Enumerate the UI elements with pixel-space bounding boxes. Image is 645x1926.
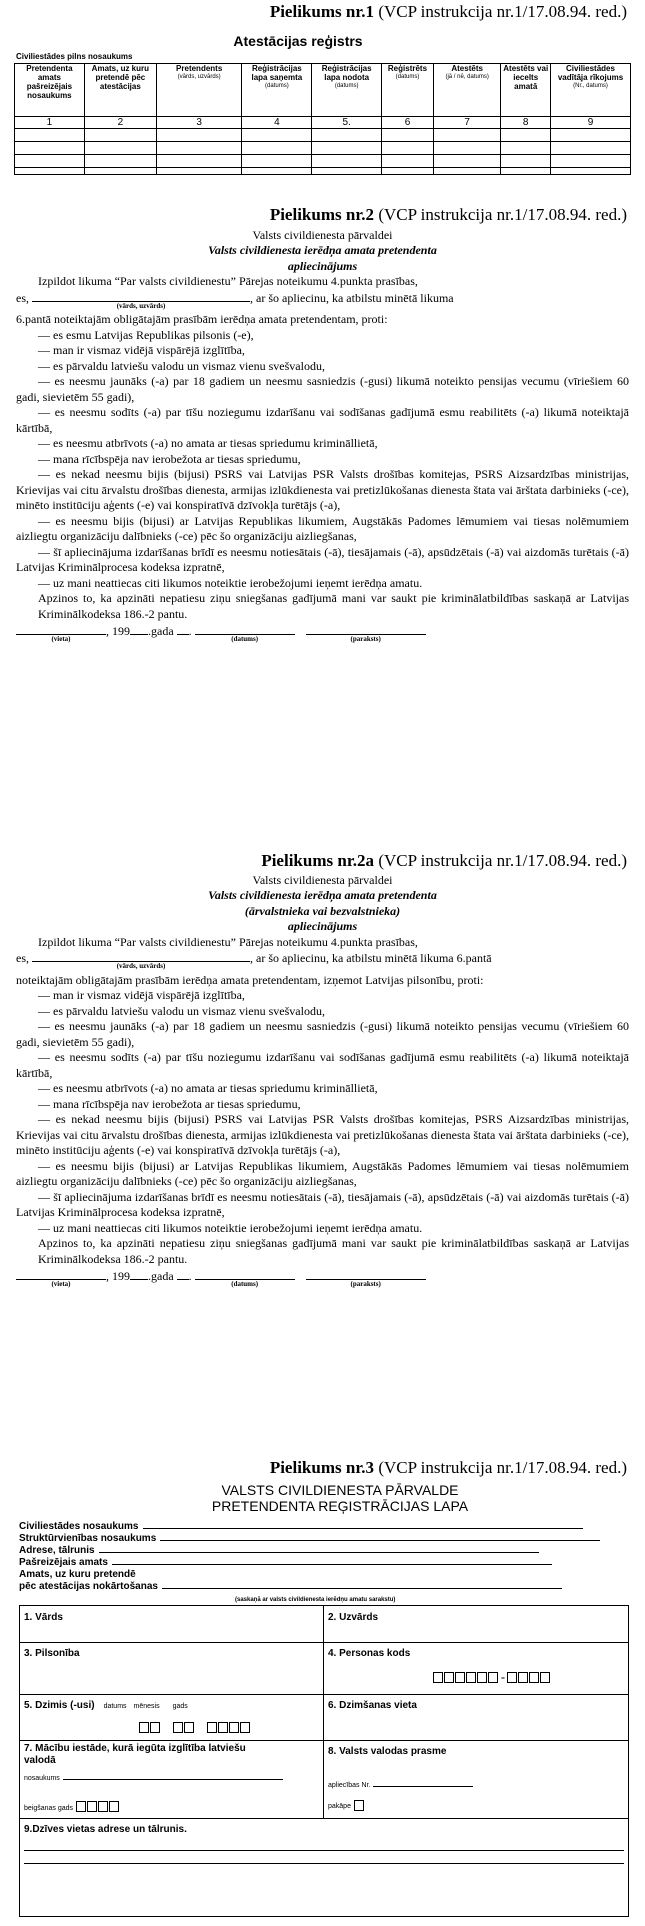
requirement-item: — es neesmu sodīts (-a) par tīšu noziegumu izdarīšanu vai sodīšanas gadījumā esmu reabilitēts (-a) likumā noteiktajā kārtībā, [16,405,629,435]
box[interactable] [184,1722,194,1733]
table-cell[interactable] [15,129,85,142]
annex-2-instruction: (VCP instrukcija nr.1/17.08.94. red.) [378,205,627,224]
graduation-line [24,1799,319,1817]
header-field-row [19,1555,629,1567]
agree-caption: (saskaņā ar valsts civildienesta ierēdņu amatu sarakstu) [235,1597,396,1603]
annex-2a [0,851,645,1288]
table-cell[interactable] [156,168,242,175]
table-cell[interactable] [312,168,382,175]
table-cell[interactable] [242,129,312,142]
last-name-cell[interactable] [324,1606,628,1642]
last-name-label: 2. Uzvārds [328,1612,379,1623]
table-cell[interactable] [156,129,242,142]
table-header-row [15,64,631,117]
column-header-label: Atestēts vai iecelts amatā [503,64,549,91]
annex-2a-signature-line [16,1268,629,1288]
table-cell[interactable] [84,155,156,168]
box[interactable] [76,1801,86,1812]
name-field[interactable] [32,290,250,310]
annex-2-requirements [16,328,629,592]
column-number: 4 [242,117,312,129]
grid-row-2 [20,1642,628,1695]
year-field[interactable] [130,1268,148,1280]
birth-place-label: 6. Dzimšanas vieta [328,1700,417,1711]
box[interactable] [87,1801,97,1812]
birth-year-caption: gads [172,1703,188,1710]
school-name-line [24,1769,319,1787]
column-number: 5. [312,117,382,129]
annex-2-org: Valsts civildienesta pārvaldei [252,227,393,242]
column-header [550,64,630,117]
requirement-item: — mana rīcībspēja nav ierobežota ar tiesas spriedumu, [38,451,301,466]
annex-3-heading [150,1482,530,1514]
header-field-row [19,1543,629,1555]
box[interactable] [477,1672,487,1683]
annex-2-doc-title: apliecinājums [287,258,358,273]
box[interactable] [240,1722,250,1733]
annex-2-subtitle: Valsts civildienesta ierēdņa amata pretendenta [208,243,437,257]
table-cell[interactable] [156,142,242,155]
date-field[interactable] [195,1268,295,1288]
annex-2a-instruction: (VCP instrukcija nr.1/17.08.94. red.) [378,851,627,870]
column-header [242,64,312,117]
institution-label: Civiliestādes pilns nosaukums [16,52,133,61]
requirement-item: — es neesmu jaunāks (-a) par 18 gadiem un neesmu sasniedzis (-gusi) likumā noteikto pensijas vecumu (vīriešiem 60 gadi, sievietēm 55 gadi), [16,1019,629,1049]
date-caption: (datums) [231,1280,259,1288]
header-field-input[interactable] [160,1531,600,1541]
annex-2-line3: 6.pantā noteiktajām obligātajām prasībām ierēdņa amata pretendentam, proti: [16,312,388,326]
column-number: 9 [550,117,630,129]
header-field-input[interactable] [99,1543,539,1553]
annex-3-heading-1: VALSTS CIVILDIENESTA PĀRVALDE [221,1482,459,1498]
language-cell [324,1740,628,1818]
citizenship-label: 3. Pilsonība [24,1648,80,1659]
column-header [15,64,85,117]
box[interactable] [207,1722,217,1733]
header-field-label: Adrese, tālrunis [19,1545,95,1556]
address-line-2 [24,1863,624,1864]
requirement-item: — šī apliecinājuma izdarīšanas brīdī es neesmu notiesātais (-ā), tiesājamais (-ā), apsūdzētais (-ā) vai aizdomās turētais (-ā) Latvijas Kriminālprocesa kodeksa izpratnē, [16,1189,629,1219]
requirement-item: — es esmu Latvijas Republikas pilsonis (-e), [38,327,254,342]
annex-3 [0,1458,645,1514]
column-header-caption: (datums) [334,83,359,89]
table-row [15,142,631,155]
requirement-item: — es neesmu bijis (bijusi) ar Latvijas Republikas likumiem, Augstākās Padomes lēmumiem vai tiesas nolēmumiem aizliegtu organizāciju dalībnieks (-ce) pēc šo organizāciju aizliegšanas, [16,513,629,543]
signature-caption: (paraksts) [350,635,381,643]
header-field-input[interactable] [143,1519,583,1529]
column-header-caption: (jā / nē, datums) [445,74,489,80]
registration-grid [19,1605,629,1917]
column-header [382,64,434,117]
annex-2a-doc-title: apliecinājums [287,919,358,933]
place-field[interactable] [16,1268,106,1288]
header-field-row [19,1531,629,1543]
header-field-input[interactable] [162,1579,562,1589]
annex-3-header-fields [19,1519,629,1591]
header-field-label: Amats, uz kuru pretendē [19,1569,136,1580]
column-header [501,64,551,117]
annex-2-name-line [16,290,629,310]
table-number-row [15,117,631,129]
personal-code-boxes[interactable] [433,1670,624,1686]
signature-caption: (paraksts) [350,1280,381,1288]
table-cell[interactable] [382,129,434,142]
column-header-caption: (datums) [265,83,289,89]
address-line-1 [24,1850,624,1851]
grid-row-5 [20,1818,628,1918]
table-cell[interactable] [15,155,85,168]
birth-place-cell[interactable] [324,1694,628,1740]
annex-2-title [0,207,645,223]
birth-month-caption: mēnesis [133,1703,160,1710]
requirement-item: — mana rīcībspēja nav ierobežota ar tiesas spriedumu, [38,1096,301,1111]
header-field-label: Struktūrvienības nosaukums [19,1533,157,1544]
column-number: 8 [501,117,551,129]
grid-row-3 [20,1694,628,1741]
table-cell[interactable] [433,155,501,168]
box[interactable] [173,1722,183,1733]
attestation-register-table [14,63,631,175]
column-header-label: Reģistrācijas lapa nodota [321,64,372,82]
code-separator: - [501,1670,505,1684]
annex-2a-intro: Izpildot likuma “Par valsts civildienestu” Pārejas noteikumu 4.punkta prasības, [38,934,418,949]
table-cell[interactable] [156,155,242,168]
annex-2-closing: Apzinos to, ka apzināti nepatiesu ziņu sniegšanas gadījumā mani var saukt pie kriminālatbildības saskaņā ar Latvijas Kriminālkodeksa 186.-2 pantu. [38,591,629,621]
requirement-item: — šī apliecinājuma izdarīšanas brīdī es neesmu notiesātais (-ā), tiesājamais (-ā), apsūdzētais (-ā) vai aizdomās turētais (-ā) Latvijas Kriminālprocesa kodeksa izpratnē, [16,544,629,574]
name-caption: (vārds, uzvārds) [116,301,166,310]
level-caption: pakāpe [328,1803,351,1810]
header-field-label: pēc atestācijas nokārtošanas [19,1581,158,1592]
column-header-label: Amats, uz kuru pretendē pēc atestācijas [91,64,150,91]
box[interactable] [529,1672,539,1683]
column-header-caption: (vārds, uzvārds) [177,74,221,80]
requirement-item: — es pārvaldu latviešu valodu un vismaz vienu svešvalodu, [38,1003,325,1018]
day-field[interactable] [177,1268,189,1280]
annex-1-number: Pielikums nr.1 [269,2,375,21]
table-cell[interactable] [84,142,156,155]
requirement-item: — es neesmu atbrīvots (-a) no amata ar tiesas spriedumu krimināllietā, [38,436,378,450]
annex-2a-closing: Apzinos to, ka apzināti nepatiesu ziņu sniegšanas gadījumā mani var saukt pie kriminālatbildības saskaņā ar Latvijas Kriminālkodeksa 186.-2 pantu. [38,1236,629,1266]
annex-2a-subtitle: Valsts civildienesta ierēdņa amata pretendenta [208,888,437,902]
school-cell [20,1740,324,1818]
annex-2a-number: Pielikums nr.2a [261,851,375,870]
requirement-item: — es neesmu jaunāks (-a) par 18 gadiem un neesmu sasniedzis (-gusi) likumā noteikto pensijas vecumu (vīriešiem 60 gadi, sievietēm 55 gadi), [16,374,629,404]
column-header-label: Atestēts [451,64,483,73]
table-cell[interactable] [501,155,551,168]
year-field[interactable] [130,623,148,635]
column-number: 1 [15,117,85,129]
annex-2a-subtitle2: (ārvalstnieka vai bezvalstnieka) [244,903,401,918]
place-caption: (vieta) [51,635,71,643]
address-label: 9.Dzīves vietas adrese un tālrunis. [24,1824,187,1835]
box[interactable] [455,1672,465,1683]
table-cell[interactable] [550,129,630,142]
table-cell[interactable] [382,168,434,175]
table-cell[interactable] [382,142,434,155]
table-cell[interactable] [312,129,382,142]
column-header-label: Reģistrācijas lapa saņemta [251,64,303,82]
column-header [433,64,501,117]
box[interactable] [518,1672,528,1683]
requirement-item: — es neesmu atbrīvots (-a) no amata ar tiesas spriedumu krimināllietā, [38,1081,378,1095]
signature-field[interactable] [306,1268,426,1288]
table-cell[interactable] [15,168,85,175]
school-name-caption: nosaukums [24,1775,60,1782]
table-row [15,129,631,142]
birth-date-boxes[interactable] [139,1720,319,1736]
table-cell[interactable] [84,168,156,175]
column-header [156,64,242,117]
annex-2 [0,205,645,643]
annex-3-number: Pielikums nr.3 [269,1458,375,1477]
table-cell[interactable] [15,142,85,155]
table-cell[interactable] [501,142,551,155]
table-cell[interactable] [550,168,630,175]
column-header-label: Pretendenta amats pašreizējais nosaukums [26,64,73,100]
column-header [312,64,382,117]
column-header [84,64,156,117]
dot: . [188,624,192,638]
year-prefix: , 199 [106,1269,130,1283]
address-cell[interactable] [20,1818,628,1918]
annex-2-number: Pielikums nr.2 [269,205,375,224]
requirement-item: — uz mani neattiecas citi likumos noteiktie ierobežojumi ieņemt ierēdņa amatu. [38,1220,423,1235]
annex-3-heading-2: PRETENDENTA REĢISTRĀCIJAS LAPA [211,1498,469,1514]
box[interactable] [433,1672,443,1683]
first-name-cell[interactable] [20,1606,324,1642]
table-cell[interactable] [550,142,630,155]
after-name-text: , ar šo apliecinu, ka atbilstu minētā likuma 6.pantā [250,951,492,965]
place-field[interactable] [16,623,106,643]
annex-3-instruction: (VCP instrukcija nr.1/17.08.94. red.) [378,1458,627,1477]
box[interactable] [507,1672,517,1683]
grid-row-1 [20,1606,628,1643]
grid-row-4 [20,1740,628,1819]
annex-2a-org: Valsts civildienesta pārvaldei [252,872,393,887]
personal-code-cell [324,1642,628,1694]
date-caption: (datums) [231,635,259,643]
annex-1 [0,4,645,20]
level-line [328,1797,624,1815]
table-cell[interactable] [312,142,382,155]
school-name-field[interactable] [63,1773,283,1780]
header-field-label: Pašreizējais amats [19,1557,108,1568]
day-field[interactable] [177,623,189,635]
gada-label: .gada [148,624,174,638]
annex-1-title [0,4,645,20]
level-checkbox[interactable] [354,1800,364,1811]
birth-day-caption: datums [103,1703,127,1710]
table-row [15,168,631,175]
requirement-item: — uz mani neattiecas citi likumos noteiktie ierobežojumi ieņemt ierēdņa amatu. [38,575,423,590]
date-field[interactable] [195,623,295,643]
register-title: Atestācijas reģistrs [233,33,363,49]
annex-2a-line3: noteiktajām obligātajām prasībām ierēdņa amata pretendentam, izņemot Latvijas pilsonību, proti: [16,972,484,987]
table-cell[interactable] [242,155,312,168]
personal-code-label: 4. Personas kods [328,1648,411,1659]
table-cell[interactable] [550,155,630,168]
box[interactable] [98,1801,108,1812]
name-caption: (vārds, uzvārds) [116,962,166,970]
box[interactable] [444,1672,454,1683]
box[interactable] [150,1722,160,1733]
column-number: 2 [84,117,156,129]
dot: . [188,1269,192,1283]
table-row [15,155,631,168]
birth-date-cell [20,1694,324,1740]
table-cell[interactable] [312,155,382,168]
column-header-label: Pretendents [176,64,223,73]
annex-2a-title [0,853,645,869]
requirement-item: — es nekad neesmu bijis (bijusi) PSRS vai Latvijas PSR Valsts drošības komitejas, PSRS Aizsardzības ministrijas, Krievijas vai citu ārvalstu drošības dienesta, armijas izlūkdienesta vai pretizlūkošanas dienesta štata vai ārštata darbinieks (-ce), minēto institūciju aģents (-e) vai konspiratīvā dzīvokļa turētājs (-a), [16,1112,629,1157]
box[interactable] [229,1722,239,1733]
table-cell[interactable] [382,155,434,168]
requirement-item: — man ir vismaz vidējā vispārējā izglītība, [38,988,245,1002]
table-cell[interactable] [433,168,501,175]
header-field-row [19,1579,629,1591]
box[interactable] [466,1672,476,1683]
column-header-caption: (datums) [395,74,420,80]
column-number: 7 [433,117,501,129]
header-field-row [19,1567,629,1579]
birth-date-label: 5. Dzimis (-usi) [24,1700,95,1711]
box[interactable] [540,1672,550,1683]
requirement-item: — man ir vismaz vidējā vispārējā izglītība, [38,343,245,357]
box[interactable] [218,1722,228,1733]
table-cell[interactable] [242,142,312,155]
certificate-field[interactable] [373,1780,473,1787]
requirement-item: — es pārvaldu latviešu valodu un vismaz vienu svešvalodu, [38,358,325,373]
language-label: 8. Valsts valodas prasme [328,1746,447,1757]
school-label: 7. Mācību iestāde, kurā iegūta izglītība latviešu valodā [24,1743,246,1766]
annex-1-instruction: (VCP instrukcija nr.1/17.08.94. red.) [378,2,627,21]
table-cell[interactable] [501,129,551,142]
graduation-year-caption: beigšanas gads [24,1804,74,1812]
column-header-label: Reģistrēts [387,64,428,73]
requirement-item: — es neesmu sodīts (-a) par tīšu noziegumu izdarīšanu vai sodīšanas gadījumā esmu reabilitēts (-a) likumā noteiktajā kārtībā, [16,1050,629,1080]
citizenship-cell[interactable] [20,1642,324,1694]
table-cell[interactable] [501,168,551,175]
annex-3-title [0,1460,645,1476]
box[interactable] [109,1801,119,1812]
es-label: es, [16,951,29,965]
table-cell[interactable] [242,168,312,175]
column-number: 6 [382,117,434,129]
year-prefix: , 199 [106,624,130,638]
annex-2-signature-line [16,623,629,643]
first-name-label: 1. Vārds [24,1612,63,1623]
table-cell[interactable] [84,129,156,142]
certificate-caption: apliecības Nr. [328,1781,371,1789]
name-field[interactable] [32,950,250,970]
signature-field[interactable] [306,623,426,643]
annex-2a-requirements [16,988,629,1236]
annex-2-intro: Izpildot likuma “Par valsts civildienestu” Pārejas noteikumu 4.punkta prasības, [38,274,418,288]
es-label: es, [16,290,29,305]
column-header-label: Civiliestādes vadītāja rīkojums [557,64,624,82]
requirement-item: — es nekad neesmu bijis (bijusi) PSRS vai Latvijas PSR Valsts drošības komitejas, PSRS Aizsardzības ministrijas, Krievijas vai citu ārvalstu drošības dienesta, armijas izlūkdienesta vai pretizlūkošanas dienesta štata vai ārštata darbinieks (-ce), minēto institūciju aģents (-e) vai konspiratīvā dzīvokļa turētājs (-a), [16,467,629,512]
header-field-label: Civiliestādes nosaukums [19,1521,139,1532]
box[interactable] [139,1722,149,1733]
column-header-caption: (Nr., datums) [573,83,608,89]
table-cell[interactable] [433,142,501,155]
box[interactable] [488,1672,498,1683]
table-cell[interactable] [433,129,501,142]
after-name-text: , ar šo apliecinu, ka atbilstu minētā likuma [250,290,454,305]
annex-2a-name-line [16,950,629,970]
header-field-input[interactable] [112,1555,552,1565]
column-number: 3 [156,117,242,129]
header-field-row [19,1519,629,1531]
place-caption: (vieta) [51,1280,71,1288]
certificate-line [328,1776,624,1794]
gada-label: .gada [148,1269,174,1283]
requirement-item: — es neesmu bijis (bijusi) ar Latvijas Republikas likumiem, Augstākās Padomes lēmumiem vai tiesas nolēmumiem aizliegtu organizāciju dalībnieks (-ce) pēc šo organizāciju aizliegšanas, [16,1158,629,1188]
